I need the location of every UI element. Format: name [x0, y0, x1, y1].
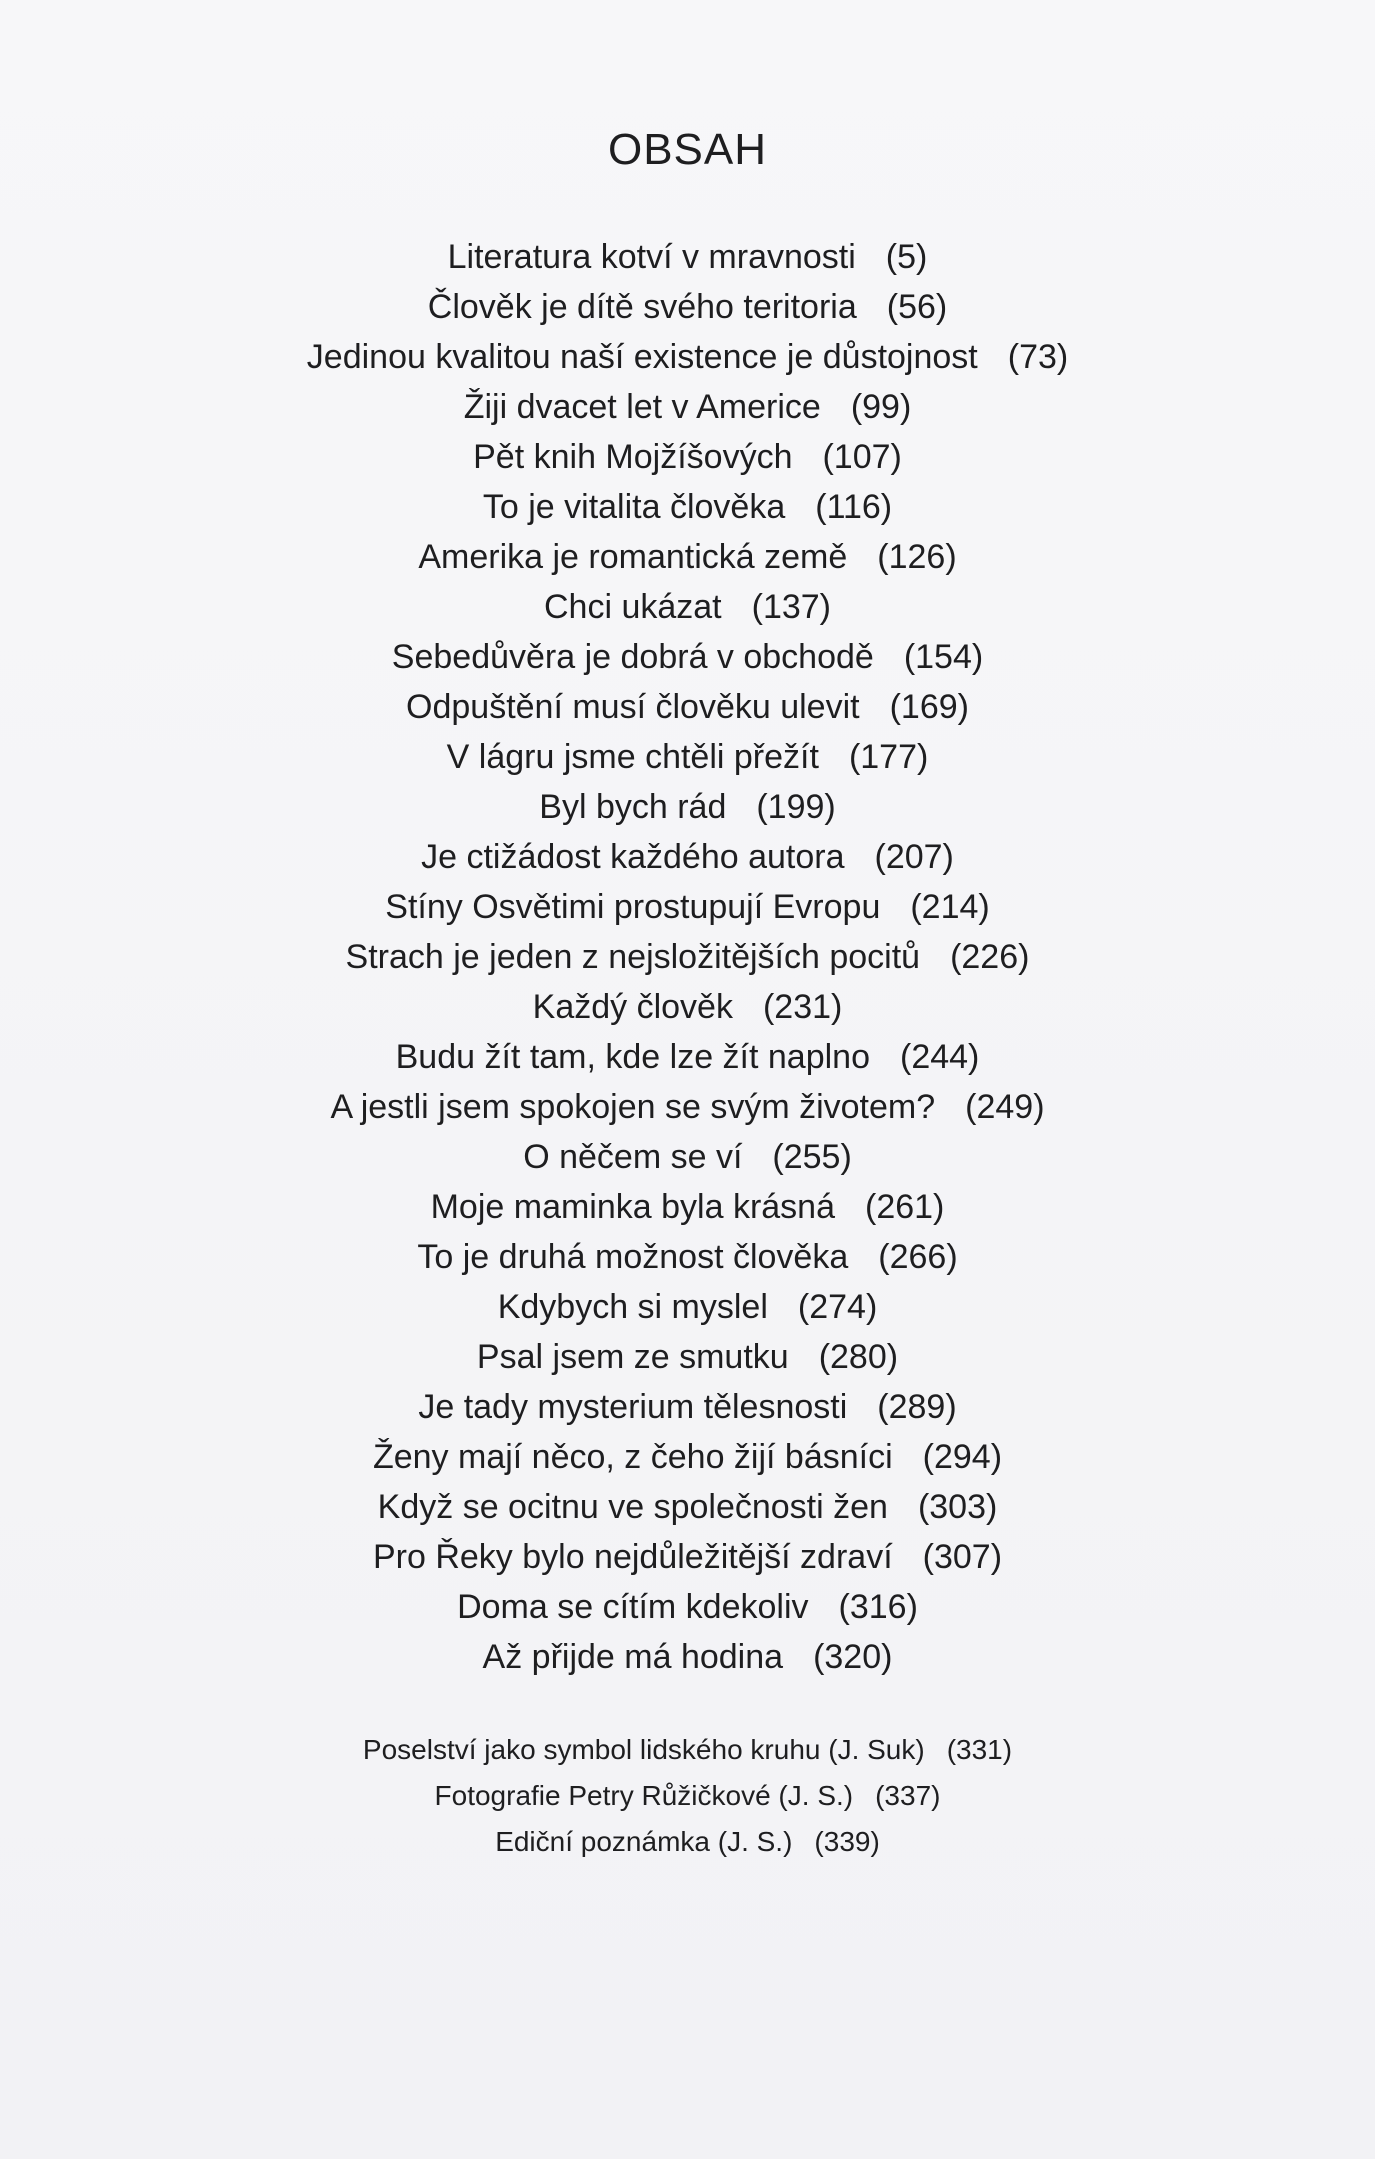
toc-entry-title: Člověk je dítě svého teritoria: [427, 288, 857, 326]
toc-entry: [0, 482, 1375, 532]
toc-entry-title: Strach je jeden z nejsložitějších pocitů: [345, 938, 921, 976]
appendix-entry-page-number: (331): [946, 1734, 1013, 1765]
appendix-entry: [0, 1773, 1375, 1819]
toc-entry-title: Je ctižádost každého autora: [421, 838, 845, 876]
toc-entry-page-number: (107): [822, 438, 902, 476]
toc-entry: [0, 632, 1375, 682]
toc-entry-page-number: (207): [874, 838, 954, 876]
toc-entry: [0, 832, 1375, 882]
toc-entry-title: Psal jsem ze smutku: [476, 1338, 789, 1376]
toc-entry: [0, 1032, 1375, 1082]
toc-entry: [0, 332, 1375, 382]
toc-entry-page-number: (266): [878, 1238, 958, 1276]
appendix-entry: [0, 1819, 1375, 1865]
toc-entry: [0, 1182, 1375, 1232]
toc-entry-title: Každý člověk: [532, 988, 733, 1026]
toc-entry-title: Literatura kotví v mravnosti: [447, 238, 856, 276]
toc-entry: [0, 1582, 1375, 1632]
appendix-entry: [0, 1727, 1375, 1773]
toc-entry-page-number: (5): [885, 238, 928, 276]
toc-entry-title: Sebedůvěra je dobrá v obchodě: [391, 638, 874, 676]
toc-entry-title: Pro Řeky bylo nejdůležitější zdraví: [372, 1538, 893, 1576]
toc-entry-page-number: (199): [756, 788, 836, 826]
toc-entry-page-number: (126): [877, 538, 957, 576]
toc-entry-page-number: (154): [903, 638, 984, 676]
appendix-entry-page-number: (337): [875, 1780, 941, 1811]
toc-entry: [0, 882, 1375, 932]
toc-entry-title: Doma se cítím kdekoliv: [457, 1588, 809, 1626]
toc-entry-page-number: (294): [922, 1438, 1003, 1476]
toc-entry: [0, 1532, 1375, 1582]
toc-entry-title: Je tady mysterium tělesnosti: [418, 1388, 848, 1426]
toc-entry-page-number: (226): [950, 938, 1030, 976]
toc-entry: [0, 1232, 1375, 1282]
toc-entry-page-number: (177): [848, 738, 929, 776]
toc-entry-page-number: (99): [850, 388, 912, 426]
toc-entry-title: Žiji dvacet let v Americe: [463, 388, 821, 426]
toc-entry: [0, 582, 1375, 632]
toc-entry-title: Odpuštění musí člověku ulevit: [406, 688, 860, 726]
toc-entry-title: To je druhá možnost člověka: [417, 1238, 849, 1276]
toc-entry-page-number: (56): [886, 288, 948, 326]
table-of-contents: [0, 232, 1375, 1682]
appendix-entry-title: Fotografie Petry Růžičkové (J. S.): [434, 1780, 854, 1811]
toc-entry: [0, 1632, 1375, 1682]
toc-entry-page-number: (116): [815, 488, 893, 526]
toc-entry-title: Pět knih Mojžíšových: [473, 438, 793, 476]
toc-entry-title: Chci ukázat: [543, 588, 722, 626]
toc-entry-title: Stíny Osvětimi prostupují Evropu: [385, 888, 881, 926]
toc-entry-title: Budu žít tam, kde lze žít naplno: [395, 1038, 870, 1076]
toc-entry: [0, 982, 1375, 1032]
toc-entry-title: Amerika je romantická země: [418, 538, 848, 576]
toc-entry-title: To je vitalita člověka: [482, 488, 786, 526]
toc-entry: [0, 1132, 1375, 1182]
toc-entry: [0, 1282, 1375, 1332]
toc-entry-title: Byl bych rád: [539, 788, 727, 826]
toc-entry: [0, 1482, 1375, 1532]
toc-entry-page-number: (280): [818, 1338, 899, 1376]
toc-entry: [0, 382, 1375, 432]
toc-entry-page-number: (307): [922, 1538, 1003, 1576]
toc-entry-page-number: (320): [813, 1638, 893, 1676]
toc-entry-page-number: (137): [751, 588, 831, 626]
toc-entry: [0, 782, 1375, 832]
toc-entry: [0, 1382, 1375, 1432]
toc-entry-page-number: (255): [772, 1138, 852, 1176]
toc-entry-page-number: (231): [762, 988, 843, 1026]
toc-entry-page-number: (249): [965, 1088, 1045, 1126]
page-title: OBSAH: [607, 125, 768, 174]
toc-entry: [0, 682, 1375, 732]
toc-entry-title: Ženy mají něco, z čeho žijí básníci: [372, 1438, 893, 1476]
toc-entry-page-number: (274): [797, 1288, 878, 1326]
toc-entry-page-number: (316): [838, 1588, 918, 1626]
toc-entry-page-number: (169): [889, 688, 969, 726]
toc-entry-title: Kdybych si myslel: [497, 1288, 768, 1326]
toc-entry-title: Moje maminka byla krásná: [430, 1188, 835, 1226]
toc-entry: [0, 232, 1375, 282]
toc-entry-page-number: (261): [865, 1188, 945, 1226]
toc-entry: [0, 432, 1375, 482]
toc-entry: [0, 732, 1375, 782]
toc-entry: [0, 532, 1375, 582]
toc-entry-title: Jedinou kvalitou naší existence je důstojnost: [306, 338, 978, 376]
toc-entry-page-number: (289): [877, 1388, 957, 1426]
toc-entry: [0, 1332, 1375, 1382]
toc-entry-title: A jestli jsem spokojen se svým životem?: [330, 1088, 936, 1126]
appendix-entry-title: Ediční poznámka (J. S.): [495, 1826, 793, 1857]
toc-entry-page-number: (303): [917, 1488, 998, 1526]
toc-entry: [0, 282, 1375, 332]
appendix-contents: [0, 1727, 1375, 1865]
appendix-entry-page-number: (339): [814, 1826, 880, 1857]
toc-entry-page-number: (73): [1007, 338, 1069, 376]
toc-entry-page-number: (244): [900, 1038, 980, 1076]
toc-entry-title: Když se ocitnu ve společnosti žen: [377, 1488, 888, 1526]
toc-entry-title: V lágru jsme chtěli přežít: [446, 738, 819, 776]
appendix-entry-title: Poselství jako symbol lidského kruhu (J. Suk): [362, 1734, 925, 1765]
toc-entry-title: Až přijde má hodina: [482, 1638, 784, 1676]
toc-entry: [0, 932, 1375, 982]
toc-entry-page-number: (214): [910, 888, 990, 926]
toc-entry-title: O něčem se ví: [523, 1138, 743, 1176]
toc-entry: [0, 1082, 1375, 1132]
toc-entry: [0, 1432, 1375, 1482]
